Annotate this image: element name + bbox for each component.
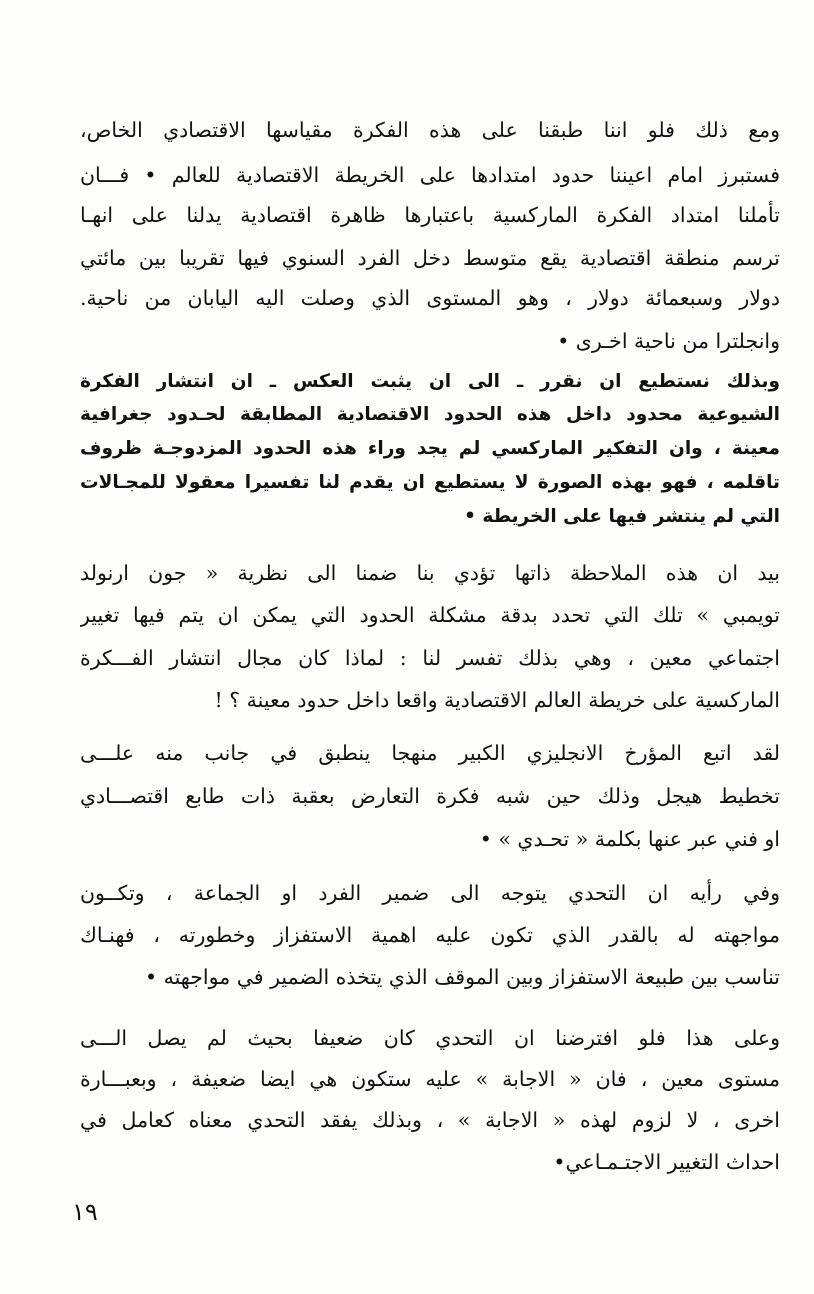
text-line: دولار وسبعمائة دولار ، وهو المستوى الذي وصلت اليه اليابان من ناحية. xyxy=(80,286,780,310)
text-line: مواجهته له بالقدر الذي تكون عليه اهمية الاستفزاز وخطورته ، فهنـاك xyxy=(80,923,780,947)
text-line: او فني عبر عنها بكلمة « تحـدي » • xyxy=(479,827,780,851)
text-line: تأملنا امتداد الفكرة الماركسية باعتبارها ظاهرة اقتصادية يدلنا على انهـا xyxy=(80,203,780,227)
paragraph-1 xyxy=(80,112,780,362)
paragraph-3 xyxy=(80,555,780,725)
text-line: تويمبي » تلك التي تحدد بدقة مشكلة الحدود التي يمكن ان يتم فيها تغيير xyxy=(80,603,780,627)
text-line: احداث التغيير الاجتـمـاعي• xyxy=(553,1150,780,1174)
paragraph-4 xyxy=(80,735,780,865)
text-line: ترسم منطقة اقتصادية يقع متوسط دخل الفرد السنوي فيها تقريبا بين مائتي xyxy=(80,246,780,270)
text-line: الماركسية على خريطة العالم الاقتصادية واقعا داخل حدود معينة ؟ ! xyxy=(214,688,780,712)
text-line: لقد اتبع المؤرخ الانجليزي الكبير منهجا ينطبق في جانب منه علـــى xyxy=(80,741,780,765)
paragraph-5 xyxy=(80,875,780,1005)
text-line: التي لم ينتشر فيها على الخريطة • xyxy=(464,506,780,527)
text-line: بيد ان هذه الملاحظة ذاتها تؤدي بنا ضمنا الى نظرية « جون ارنولد xyxy=(80,561,780,585)
paragraph-2-bold xyxy=(80,367,780,542)
page-number: ١٩ xyxy=(72,1198,98,1226)
text-line: الشيوعية محدود داخل هذه الحدود الاقتصادية المطابقة لحـدود جغرافية xyxy=(80,404,780,425)
text-line: وانجلترا من ناحية اخـرى • xyxy=(557,329,780,353)
text-line: معينة ، وان التفكير الماركسي لم يجد وراء هذه الحدود المزدوجـة ظروف xyxy=(80,438,780,459)
text-line: فستبرز امام اعيننا حدود امتدادها على الخريطة الاقتصادية للعالم • فـــان xyxy=(80,163,780,187)
text-line: مستوى معين ، فان « الاجابة » عليه ستكون هي ايضا ضعيفة ، وبعبـــارة xyxy=(80,1067,780,1091)
text-line: وبذلك نستطيع ان نقرر ـ الى ان يثبت العكس ـ ان انتشار الفكرة xyxy=(80,371,780,392)
text-line: ومع ذلك فلو اننا طبقنا على هذه الفكرة مقياسها الاقتصادي الخاص، xyxy=(80,118,780,142)
text-line: اخرى ، لا لزوم لهذه « الاجابة » ، وبذلك يفقد التحدي معناه كعامل في xyxy=(80,1108,780,1132)
text-line: وفي رأيه ان التحدي يتوجه الى ضمير الفرد او الجماعة ، وتكــون xyxy=(80,881,780,905)
text-line: وعلى هذا فلو افترضنا ان التحدي كان ضعيفا بحيث لم يصل الـــى xyxy=(80,1026,780,1050)
paragraph-6 xyxy=(80,1020,780,1190)
text-line: تاقلمه ، فهو بهذه الصورة لا يستطيع ان يقدم لنا تفسيرا معقولا للمجـالات xyxy=(80,472,780,493)
text-line: اجتماعي معين ، وهي بذلك تفسر لنا : لماذا كان مجال انتشار الفـــكرة xyxy=(80,646,780,670)
text-line: تناسب بين طبيعة الاستفزاز وبين الموقف الذي يتخذه الضمير في مواجهته • xyxy=(145,965,780,989)
text-line: تخطيط هيجل وذلك حين شبه فكرة التعارض بعقبة ذات طابع اقتصـــادي xyxy=(80,784,780,808)
